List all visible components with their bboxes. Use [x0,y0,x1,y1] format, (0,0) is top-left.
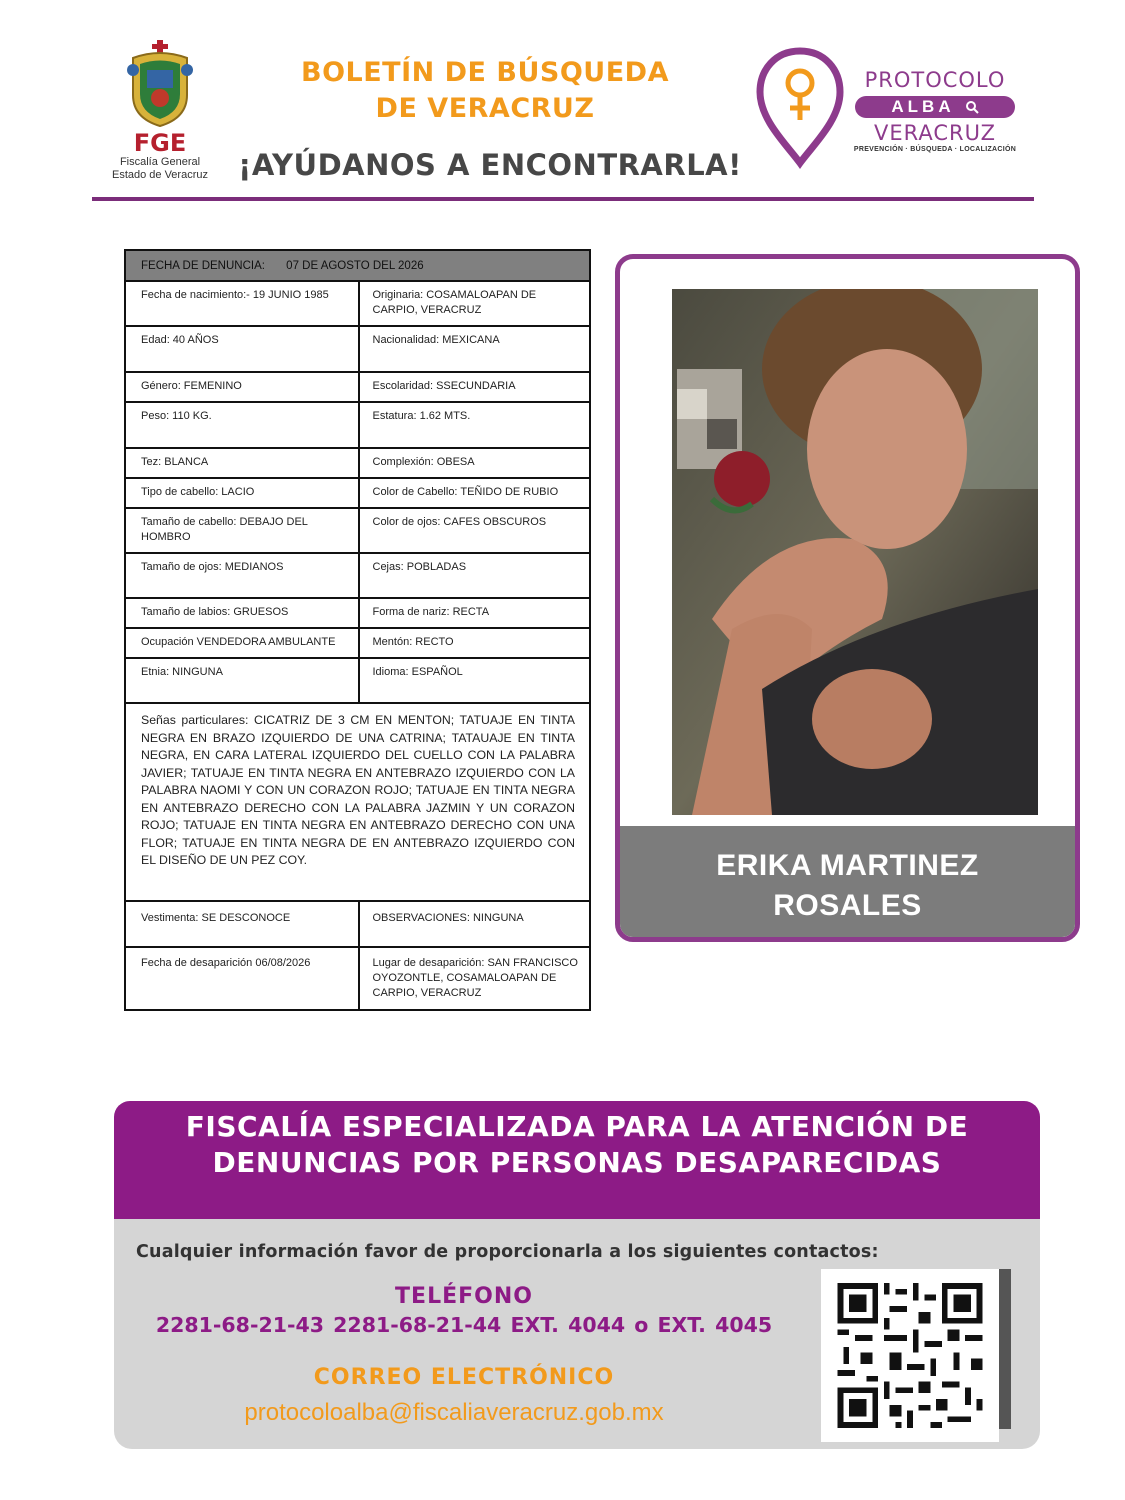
report-date-row [126,251,589,282]
fge-logo [100,40,220,185]
agency-name-line1: FISCALÍA ESPECIALIZADA PARA LA ATENCIÓN DE [185,1110,969,1143]
fge-name-line1: Fiscalía General [119,156,201,168]
fge-acronym: FGE [133,129,187,157]
phone-label: TELÉFONO [395,1284,533,1309]
female-symbol-map-pin-icon [755,45,845,170]
protocolo-alba-logo [850,68,1020,153]
table-row [126,403,589,449]
agency-name [114,1109,1040,1181]
table-row [126,327,589,373]
coat-of-arms-icon [125,40,195,128]
contact-panel [114,1219,1040,1449]
name-band [620,826,1075,942]
skin-cell: Tez: BLANCA [141,456,209,468]
disappearance-place-cell: Lugar de desaparición: SAN FRANCISCO OYOZONTLE, COSAMALOAPAN DE CARPIO, VERACRUZ [358,948,590,1009]
fge-name-line2: Estado de Veracruz [111,169,208,181]
weight-cell: Peso: 110 KG. [141,410,212,422]
header-divider [92,197,1034,201]
photo-card [615,254,1080,942]
protocol-tagline: PREVENCIÓN · BÚSQUEDA · LOCALIZACIÓN [853,146,1017,153]
gender-cell: Género: FEMENINO [141,380,242,392]
hair-type-cell: Tipo de cabello: LACIO [141,486,255,498]
table-row [126,599,589,629]
chin-cell: Mentón: RECTO [358,629,590,657]
person-photo [672,289,1038,815]
table-row [126,948,589,1009]
alba-pill [855,96,1015,118]
table-row [126,659,589,704]
help-us-heading: ¡AYÚDANOS A ENCONTRARLA! [238,148,742,182]
bulletin-title-line2: DE VERACRUZ [375,93,595,124]
eye-color-cell: Color de ojos: CAFES OBSCUROS [358,509,590,552]
protocolo-label: PROTOCOLO [864,68,1006,92]
table-row [126,373,589,403]
phone-numbers: 2281-68-21-43 2281-68-21-44 EXT. 4044 o EXT. 4045 [155,1313,773,1337]
nose-cell: Forma de nariz: RECTA [358,599,590,627]
height-cell: Estatura: 1.62 MTS. [358,403,590,447]
name-line1: ERIKA MARTINEZ [716,849,979,882]
disappearance-date-cell: Fecha de desaparición 06/08/2026 [141,957,311,969]
eye-size-cell: Tamaño de ojos: MEDIANOS [141,561,284,573]
name-line2: ROSALES [773,889,922,922]
alba-label: ALBA [891,97,955,116]
magnifier-icon [965,100,979,114]
agency-name-line2: DENUNCIAS POR PERSONAS DESAPARECIDAS [212,1146,942,1179]
origin-cell: Originaria: COSAMALOAPAN DE CARPIO, VERACRUZ [358,282,590,325]
table-row [126,902,589,948]
veracruz-label: VERACRUZ [873,121,996,145]
lips-cell: Tamaño de labios: GRUESOS [141,606,289,618]
hair-color-cell: Color de Cabello: TEÑIDO DE RUBIO [358,479,590,507]
email-label: CORREO ELECTRÓNICO [313,1365,615,1390]
distinguishing-marks: Señas particulares: CICATRIZ DE 3 CM EN MENTON; TATUAJE EN TINTA NEGRA EN BRAZO IZQUIERDO DE UNA CATRINA; TATAUAJE EN TINTA NEGRA, EN CARA LATERAL IZQUIERDO DEL CUELLO CON LA PALABRA JAVIER; TATUAJE EN TINTA NEGRA EN ANTEBRAZO IZQUIERDO CON LA PALABRA NAOMI Y CON UN CORAZON ROJO; TATUAJE EN TINTA NEGRA EN ANTEBRAZO DERECHO CON LA PALABRA JAZMIN Y UN CORAZON ROJO; TATUAJE EN TINTA NEGRA EN ANTEBRAZO DERECHO CON UNA FLOR; TATUAJE EN TINTA NEGRA DE EN ANTEBRAZO IZQUIERDO CON EL DISEÑO DE UN PEZ COY. [141,713,575,867]
table-row [126,629,589,659]
missing-person-name [620,846,1075,926]
education-cell: Escolaridad: SSECUNDARIA [358,373,590,401]
ethnicity-cell: Etnia: NINGUNA [141,666,223,678]
report-date-value: 07 DE AGOSTO DEL 2026 [286,260,424,272]
qr-shadow [999,1269,1011,1429]
bulletin-title-line1: BOLETÍN DE BÚSQUEDA [301,57,669,88]
contact-intro: Cualquier información favor de proporcionarla a los siguientes contactos: [136,1242,879,1262]
portrait-image [672,289,1038,815]
age-cell: Edad: 40 AÑOS [141,334,219,346]
nationality-cell: Nacionalidad: MEXICANA [358,327,590,371]
table-row [126,554,589,599]
birth-date-cell: Fecha de nacimiento:- 19 JUNIO 1985 [141,289,329,301]
language-cell: Idioma: ESPAÑOL [358,659,590,702]
build-cell: Complexión: OBESA [358,449,590,477]
table-row [126,509,589,554]
eyebrows-cell: Cejas: POBLADAS [358,554,590,597]
qr-code-icon [835,1283,985,1428]
occupation-cell: Ocupación VENDEDORA AMBULANTE [141,636,336,648]
agency-banner [114,1101,1040,1219]
qr-code [821,1269,999,1442]
table-row [126,479,589,509]
hair-length-cell: Tamaño de cabello: DEBAJO DEL HOMBRO [141,516,308,543]
bulletin-title [250,55,720,127]
table-row [126,449,589,479]
clothing-cell: Vestimenta: SE DESCONOCE [141,912,291,924]
table-row [126,282,589,327]
observations-cell: OBSERVACIONES: NINGUNA [358,902,590,946]
description-table [124,249,591,1011]
report-date-label: FECHA DE DENUNCIA: [141,260,265,272]
email-address: protocoloalba@fiscaliaveracruz.gob.mx [244,1399,664,1426]
table-row [126,704,589,902]
